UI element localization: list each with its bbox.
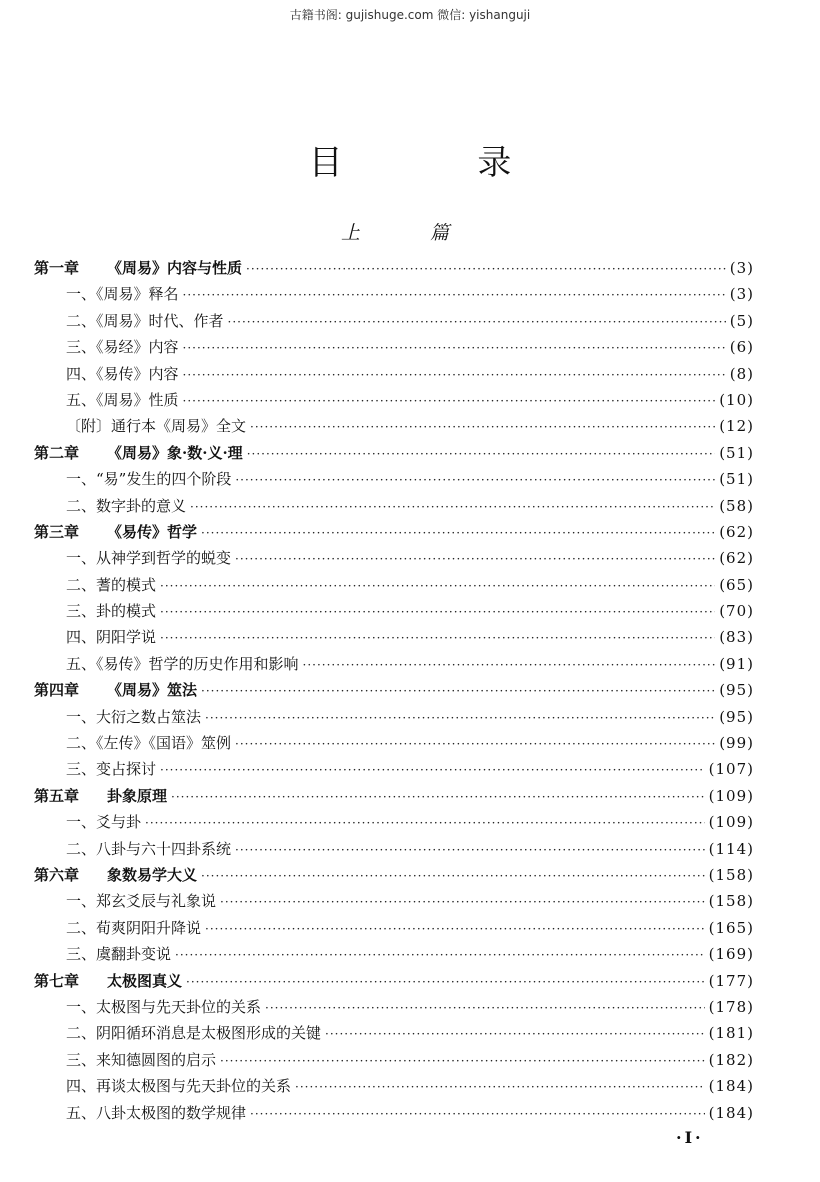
dot-leader — [220, 1054, 705, 1068]
dot-leader — [250, 1107, 705, 1121]
toc-entry-title: 象数易学大义 — [107, 865, 198, 884]
toc-entry-label — [66, 626, 156, 647]
dot-leader — [175, 948, 705, 962]
toc-section-row — [34, 283, 754, 309]
toc-section-row — [34, 468, 754, 494]
chapter-number: 第七章 — [34, 971, 80, 990]
toc-chapter-row — [34, 521, 754, 547]
toc-entry-title: 三、虞翻卦变说 — [66, 945, 172, 964]
toc-entry-title: 〔附〕通行本《周易》全文 — [66, 417, 247, 436]
toc-page-number: (158) — [708, 865, 754, 884]
toc-entry-label — [66, 996, 261, 1017]
toc-page-number: (99) — [719, 734, 754, 753]
toc-entry-title: 二、八卦与六十四卦系统 — [66, 839, 232, 858]
toc-entry-title: 三、卦的模式 — [66, 602, 157, 621]
toc-entry-label — [66, 758, 156, 779]
dot-leader — [201, 684, 715, 698]
dot-leader — [201, 526, 715, 540]
toc-page-number: (182) — [708, 1050, 754, 1069]
toc-entry-label — [34, 679, 197, 700]
toc-entry-label — [66, 1022, 321, 1043]
toc-entry-label — [66, 838, 231, 859]
dot-leader — [265, 1001, 705, 1015]
toc-entry-title: 四、阴阳学说 — [66, 628, 157, 647]
dot-leader — [145, 816, 705, 830]
toc-page-number: (62) — [719, 549, 754, 568]
toc-page-number: (62) — [719, 522, 754, 541]
toc-section-row — [34, 811, 754, 837]
toc-entry-title: 二、数字卦的意义 — [66, 496, 187, 515]
toc-page-number: (65) — [719, 575, 754, 594]
toc-page-number: (165) — [708, 918, 754, 937]
toc-page-number: (91) — [719, 654, 754, 673]
toc-page-number: (95) — [719, 681, 754, 700]
toc-section-row — [34, 363, 754, 389]
toc-chapter-row — [34, 679, 754, 705]
toc-entry-label — [66, 336, 179, 357]
toc-entry-label — [66, 600, 156, 621]
toc-entry-label — [66, 1102, 246, 1123]
toc-entry-label — [66, 706, 201, 727]
toc-section-row — [34, 758, 754, 784]
toc-entry-label — [66, 1049, 216, 1070]
toc-entry-title: 三、来知德圆图的启示 — [66, 1050, 217, 1069]
dot-leader — [190, 500, 715, 514]
toc-entry-title: 一、太极图与先天卦位的关系 — [66, 997, 262, 1016]
toc-entry-title: 二、《周易》时代、作者 — [66, 311, 224, 330]
toc-section-row — [34, 838, 754, 864]
toc-page-number: (51) — [719, 443, 754, 462]
dot-leader — [160, 605, 715, 619]
toc-page-number: (95) — [719, 707, 754, 726]
toc-entry-label — [66, 574, 156, 595]
dot-leader — [247, 447, 716, 461]
toc-entry-title: 一、大衍之数占筮法 — [66, 707, 202, 726]
toc-entry-label — [66, 732, 231, 753]
toc-entry-title: 二、蓍的模式 — [66, 575, 157, 594]
toc-page-number: (184) — [708, 1103, 754, 1122]
toc-chapter-row — [34, 864, 754, 890]
toc-page-number: (177) — [708, 971, 754, 990]
toc-page-number: (70) — [719, 602, 754, 621]
toc-section-row — [34, 732, 754, 758]
toc-entry-title: 一、“易”发生的四个阶段 — [66, 470, 232, 489]
dot-leader — [186, 975, 705, 989]
dot-leader — [235, 552, 715, 566]
toc-section-row — [34, 389, 754, 415]
toc-page-number: (109) — [708, 813, 754, 832]
toc-entry-label — [66, 890, 216, 911]
dot-leader — [205, 922, 705, 936]
dot-leader — [295, 1080, 705, 1094]
chapter-number: 第四章 — [34, 681, 80, 700]
toc-page-number: (51) — [719, 470, 754, 489]
chapter-number: 第二章 — [34, 443, 80, 462]
dot-leader — [171, 790, 705, 804]
dot-leader — [235, 473, 715, 487]
toc-section-row — [34, 310, 754, 336]
dot-leader — [220, 895, 705, 909]
toc-entry-label — [66, 917, 201, 938]
toc-entry-title: 一、《周易》释名 — [66, 285, 179, 304]
toc-entry-label — [66, 389, 179, 410]
toc-chapter-row — [34, 442, 754, 468]
toc-section-row — [34, 890, 754, 916]
dot-leader — [246, 262, 726, 276]
toc-entry-title: 二、阴阳循环消息是太极图形成的关键 — [66, 1024, 322, 1043]
toc-section-row — [34, 495, 754, 521]
chapter-number: 第五章 — [34, 786, 80, 805]
table-of-contents — [34, 257, 754, 1128]
toc-section-row — [34, 626, 754, 652]
toc-section-row — [34, 653, 754, 679]
toc-entry-title: 太极图真义 — [107, 971, 183, 990]
toc-section-row — [34, 1022, 754, 1048]
toc-page-number: (12) — [719, 417, 754, 436]
dot-leader — [228, 315, 726, 329]
toc-page-number: (109) — [708, 786, 754, 805]
toc-page-number: (181) — [708, 1024, 754, 1043]
toc-page-number: (184) — [708, 1077, 754, 1096]
toc-entry-title: 五、《易传》哲学的历史作用和影响 — [66, 654, 299, 673]
dot-leader — [160, 631, 715, 645]
toc-section-row — [34, 336, 754, 362]
toc-entry-title: 一、爻与卦 — [66, 813, 142, 832]
page-folio: ·I· — [676, 1128, 704, 1147]
toc-page-number: (178) — [708, 997, 754, 1016]
toc-entry-title: 三、《易经》内容 — [66, 338, 179, 357]
toc-entry-label — [34, 521, 197, 542]
toc-entry-label — [34, 970, 182, 991]
toc-page-number: (10) — [719, 390, 754, 409]
toc-page-number: (169) — [708, 945, 754, 964]
toc-entry-label — [66, 468, 231, 489]
toc-section-row — [34, 1049, 754, 1075]
toc-entry-title: 一、从神学到哲学的蜕变 — [66, 549, 232, 568]
watermark-text: 古籍书阁: gujishuge.com 微信: yishanguji — [289, 8, 531, 22]
dot-leader — [250, 420, 715, 434]
toc-entry-label — [66, 1075, 291, 1096]
toc-chapter-row — [34, 970, 754, 996]
dot-leader — [183, 341, 726, 355]
page-title: 目 录 — [308, 142, 574, 183]
toc-entry-label — [66, 363, 179, 384]
toc-page-number: (114) — [708, 839, 754, 858]
toc-entry-title: 五、八卦太极图的数学规律 — [66, 1103, 247, 1122]
toc-section-row — [34, 996, 754, 1022]
toc-entry-label — [66, 547, 231, 568]
toc-section-row — [34, 943, 754, 969]
toc-entry-label — [66, 811, 141, 832]
toc-entry-title: 卦象原理 — [107, 786, 168, 805]
toc-section-row — [34, 415, 754, 441]
dot-leader — [160, 763, 705, 777]
toc-section-row — [34, 547, 754, 573]
toc-entry-title: 三、变占探讨 — [66, 760, 157, 779]
toc-entry-label — [34, 442, 243, 463]
dot-leader — [183, 288, 726, 302]
toc-page-number: (3) — [729, 285, 754, 304]
toc-entry-title: 二、荀爽阴阳升降说 — [66, 918, 202, 937]
dot-leader — [325, 1027, 705, 1041]
chapter-number: 第六章 — [34, 865, 80, 884]
toc-entry-title: 《周易》象·数·义·理 — [107, 443, 243, 462]
toc-entry-title: 二、《左传》《国语》筮例 — [66, 734, 232, 753]
toc-page-number: (8) — [729, 364, 754, 383]
dot-leader — [201, 869, 705, 883]
toc-entry-label — [66, 415, 246, 436]
toc-page-number: (5) — [729, 311, 754, 330]
toc-chapter-row — [34, 785, 754, 811]
chapter-number: 第一章 — [34, 259, 80, 277]
toc-entry-label — [66, 653, 299, 674]
toc-entry-label — [66, 310, 224, 331]
toc-entry-title: 一、郑玄爻辰与礼象说 — [66, 892, 217, 911]
dot-leader — [303, 658, 716, 672]
toc-entry-title: 《易传》哲学 — [107, 522, 198, 541]
dot-leader — [183, 368, 726, 382]
toc-page-number: (6) — [729, 338, 754, 357]
toc-entry-label — [34, 864, 197, 885]
dot-leader — [205, 711, 715, 725]
toc-entry-label — [66, 943, 171, 964]
toc-section-row — [34, 1075, 754, 1101]
chapter-number: 第三章 — [34, 522, 80, 541]
toc-section-row — [34, 600, 754, 626]
toc-entry-label — [66, 283, 179, 304]
toc-page-number: (83) — [719, 628, 754, 647]
toc-page-number: (58) — [719, 496, 754, 515]
toc-section-row — [34, 706, 754, 732]
toc-page-number: (3) — [729, 259, 754, 277]
toc-entry-label — [34, 257, 242, 278]
toc-entry-title: 五、《周易》性质 — [66, 390, 179, 409]
toc-entry-title: 四、再谈太极图与先天卦位的关系 — [66, 1077, 292, 1096]
toc-entry-title: 《周易》内容与性质 — [107, 259, 243, 277]
toc-entry-label — [34, 785, 167, 806]
toc-entry-title: 四、《易传》内容 — [66, 364, 179, 383]
toc-page-number: (158) — [708, 892, 754, 911]
toc-section-row — [34, 917, 754, 943]
toc-page-number: (107) — [708, 760, 754, 779]
dot-leader — [235, 737, 715, 751]
toc-entry-label — [66, 495, 186, 516]
toc-section-row — [34, 574, 754, 600]
dot-leader — [183, 394, 716, 408]
dot-leader — [235, 843, 705, 857]
toc-section-row — [34, 1102, 754, 1128]
part-heading: 上 篇 — [340, 222, 482, 244]
toc-entry-title: 《周易》筮法 — [107, 681, 198, 700]
dot-leader — [160, 579, 715, 593]
toc-chapter-row — [34, 257, 754, 283]
